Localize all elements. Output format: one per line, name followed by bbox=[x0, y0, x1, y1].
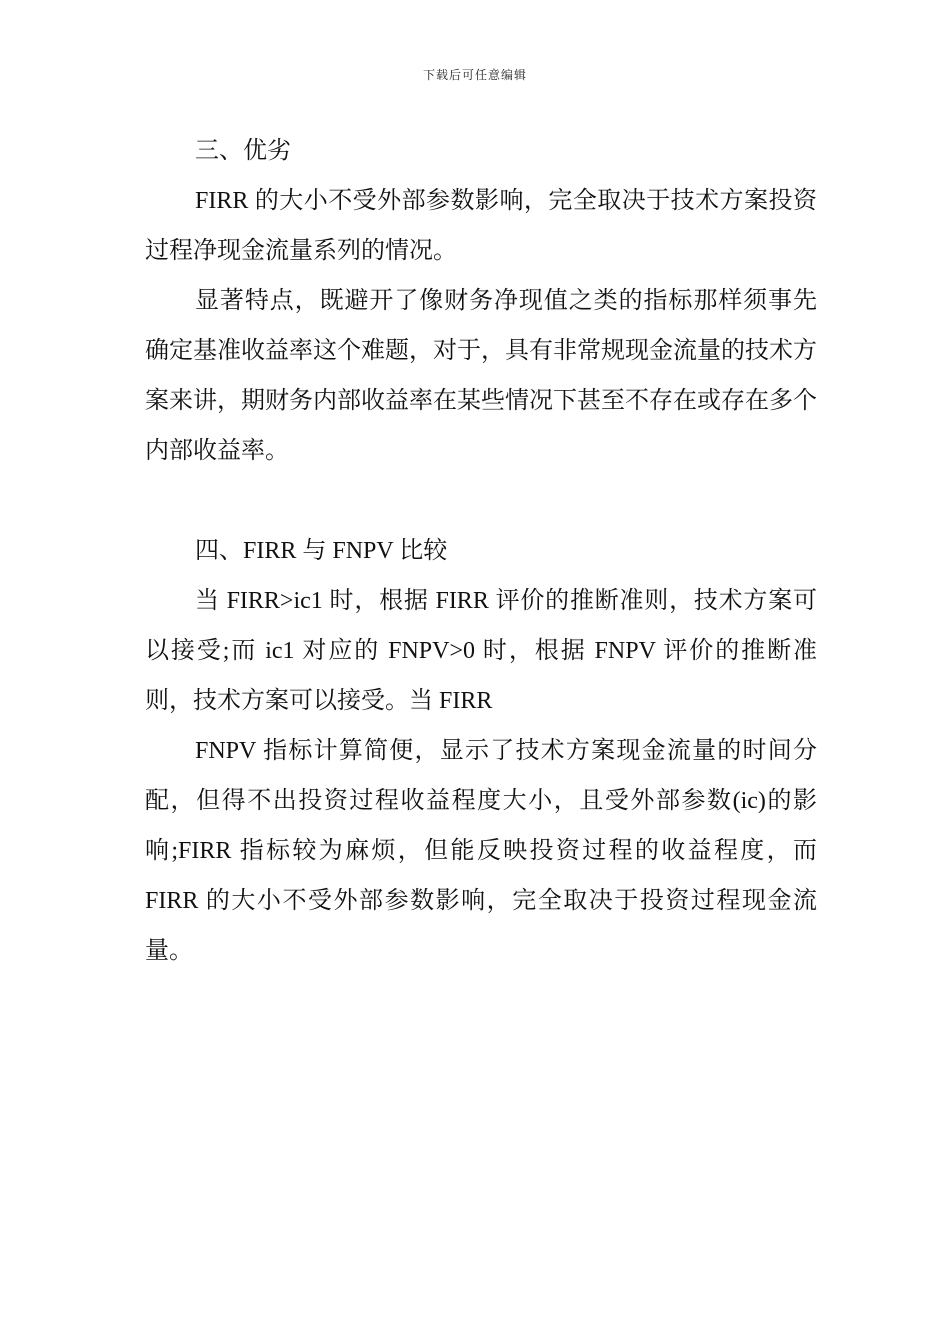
section3-heading: 三、优劣 bbox=[195, 138, 291, 164]
section4-paragraph-1: 当 FIRR>ic1 时，根据 FIRR 评价的推断准则，技术方案可以接受;而 ic1 对应的 FNPV>0 时，根据 FNPV 评价的推断准则，技术方案可以接受。当 FIRR bbox=[145, 588, 817, 714]
section3-paragraph-2: 显著特点，既避开了像财务净现值之类的指标那样须事先确定基准收益率这个难题，对于，具有非常规现金流量的技术方案来讲，期财务内部收益率在某些情况下甚至不存在或存在多个内部收益率。 bbox=[145, 288, 817, 464]
section3-paragraph-1: FIRR 的大小不受外部参数影响，完全取决于技术方案投资过程净现金流量系列的情况。 bbox=[145, 188, 817, 264]
page-header-note: 下载后可任意编辑 bbox=[422, 68, 527, 82]
section4-heading: 四、FIRR 与 FNPV 比较 bbox=[195, 538, 448, 564]
section-spacer bbox=[145, 476, 817, 526]
document-body bbox=[145, 126, 817, 976]
section4-paragraph-2: FNPV 指标计算简便，显示了技术方案现金流量的时间分配，但得不出投资过程收益程度大小，且受外部参数(ic)的影响;FIRR 指标较为麻烦，但能反映投资过程的收益程度，而 FIRR 的大小不受外部参数影响，完全取决于投资过程现金流量。 bbox=[145, 738, 817, 964]
